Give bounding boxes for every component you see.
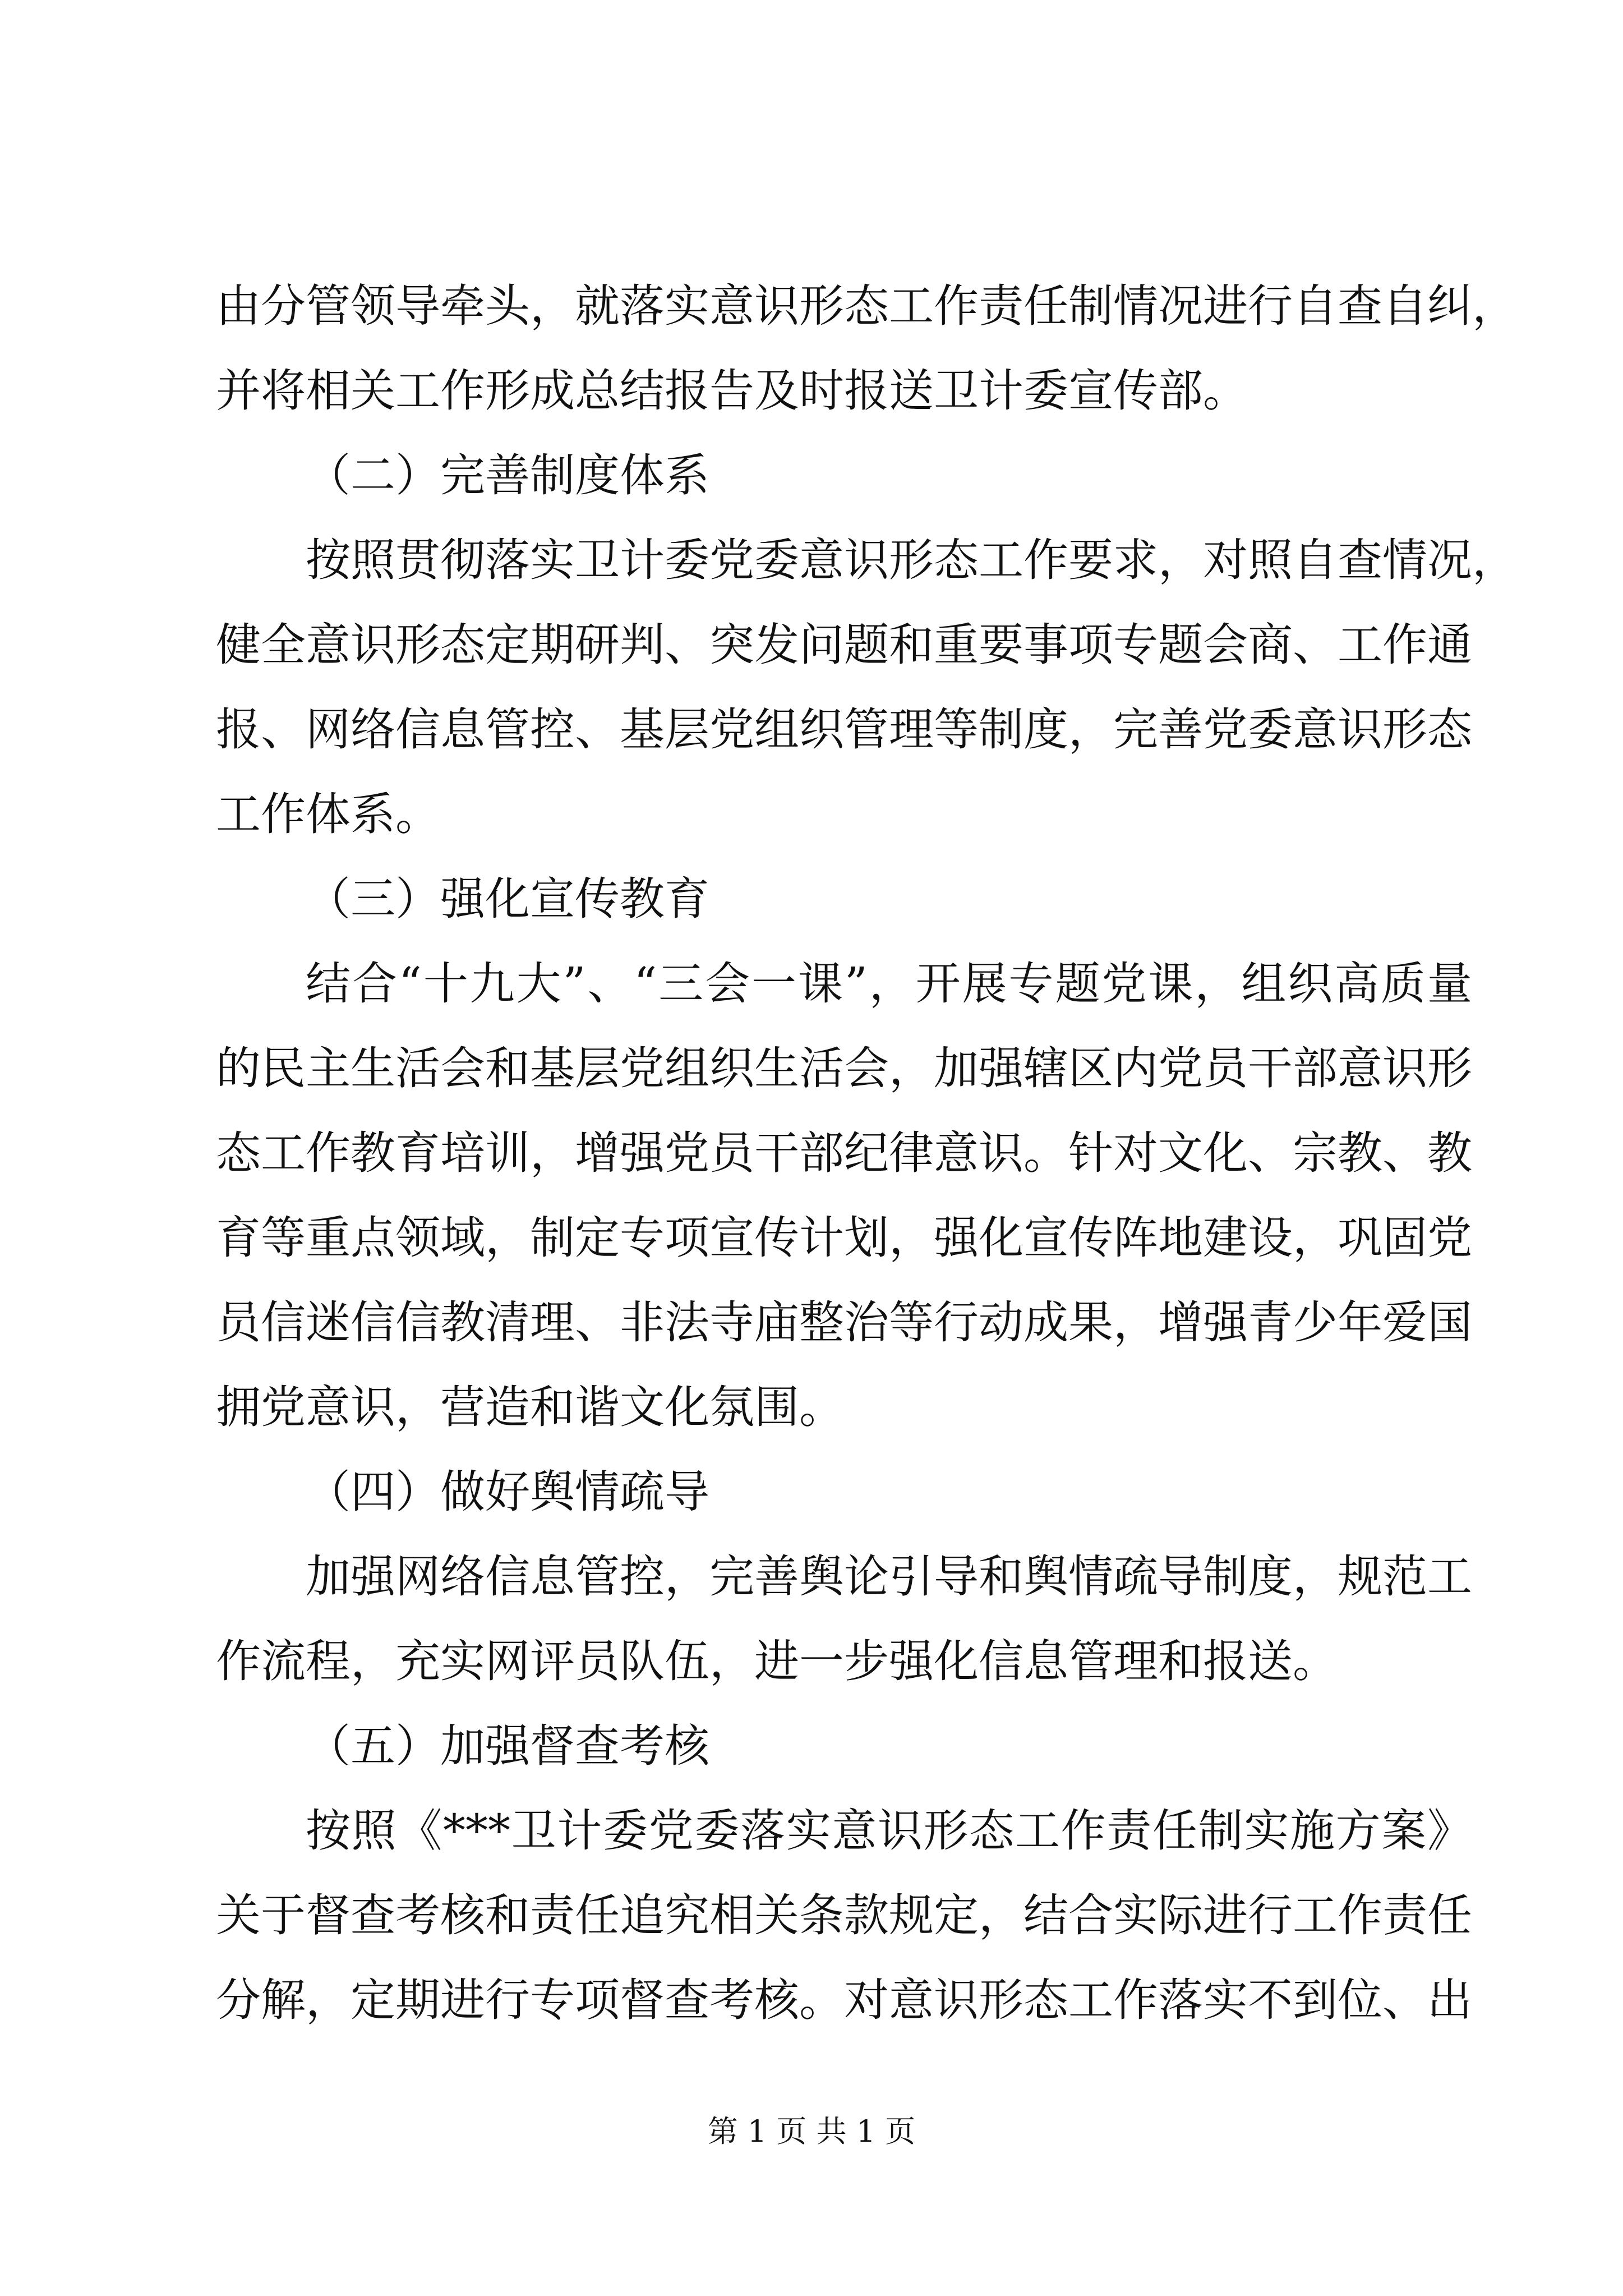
paragraph-line: 育等重点领域，制定专项宣传计划，强化宣传阵地建设，巩固党	[216, 1212, 1472, 1264]
paragraph-line: 作流程，充实网评员队伍，进一步强化信息管理和报送。	[216, 1635, 1338, 1687]
paragraph-line: 按照贯彻落实卫计委党委意识形态工作要求，对照自查情况，	[306, 534, 1517, 586]
paragraph-line: 分解，定期进行专项督查考核。对意识形态工作落实不到位、出	[216, 1974, 1472, 2026]
paragraph-line: 关于督查考核和责任追究相关条款规定，结合实际进行工作责任	[216, 1889, 1472, 1941]
paragraph-line: 工作体系。	[216, 788, 440, 840]
paragraph-line: 结合“十九大”、“三会一课”，开展专题党课，组织高质量	[306, 958, 1472, 1010]
paragraph-line: 并将相关工作形成总结报告及时报送卫计委宣传部。	[216, 365, 1248, 417]
paragraph-line: 拥党意识，营造和谐文化氛围。	[216, 1381, 844, 1433]
document-body	[216, 264, 1517, 2042]
paragraph-line: 态工作教育培训，增强党员干部纪律意识。针对文化、宗教、教	[216, 1127, 1472, 1179]
section-heading: （五）加强督查考核	[306, 1720, 709, 1772]
paragraph-line: 的民主生活会和基层党组织生活会，加强辖区内党员干部意识形	[216, 1042, 1472, 1094]
section-heading: （四）做好舆情疏导	[306, 1466, 709, 1518]
paragraph-line: 由分管领导牵头，就落实意识形态工作责任制情况进行自查自纠，	[216, 280, 1517, 332]
paragraph-line: 员信迷信信教清理、非法寺庙整治等行动成果，增强青少年爱国	[216, 1296, 1472, 1349]
paragraph-line: 加强网络信息管控，完善舆论引导和舆情疏导制度，规范工	[306, 1550, 1472, 1603]
page-footer	[0, 2109, 1623, 2154]
section-heading: （二）完善制度体系	[306, 449, 709, 501]
paragraph-line: 按照《***卫计委党委落实意识形态工作责任制实施方案》	[306, 1805, 1472, 1857]
page-number-label: 第 1 页 共 1 页	[707, 2114, 916, 2149]
section-heading: （三）强化宣传教育	[306, 873, 709, 925]
paragraph-line: 健全意识形态定期研判、突发问题和重要事项专题会商、工作通	[216, 619, 1472, 671]
paragraph-line: 报、网络信息管控、基层党组织管理等制度，完善党委意识形态	[216, 703, 1472, 756]
